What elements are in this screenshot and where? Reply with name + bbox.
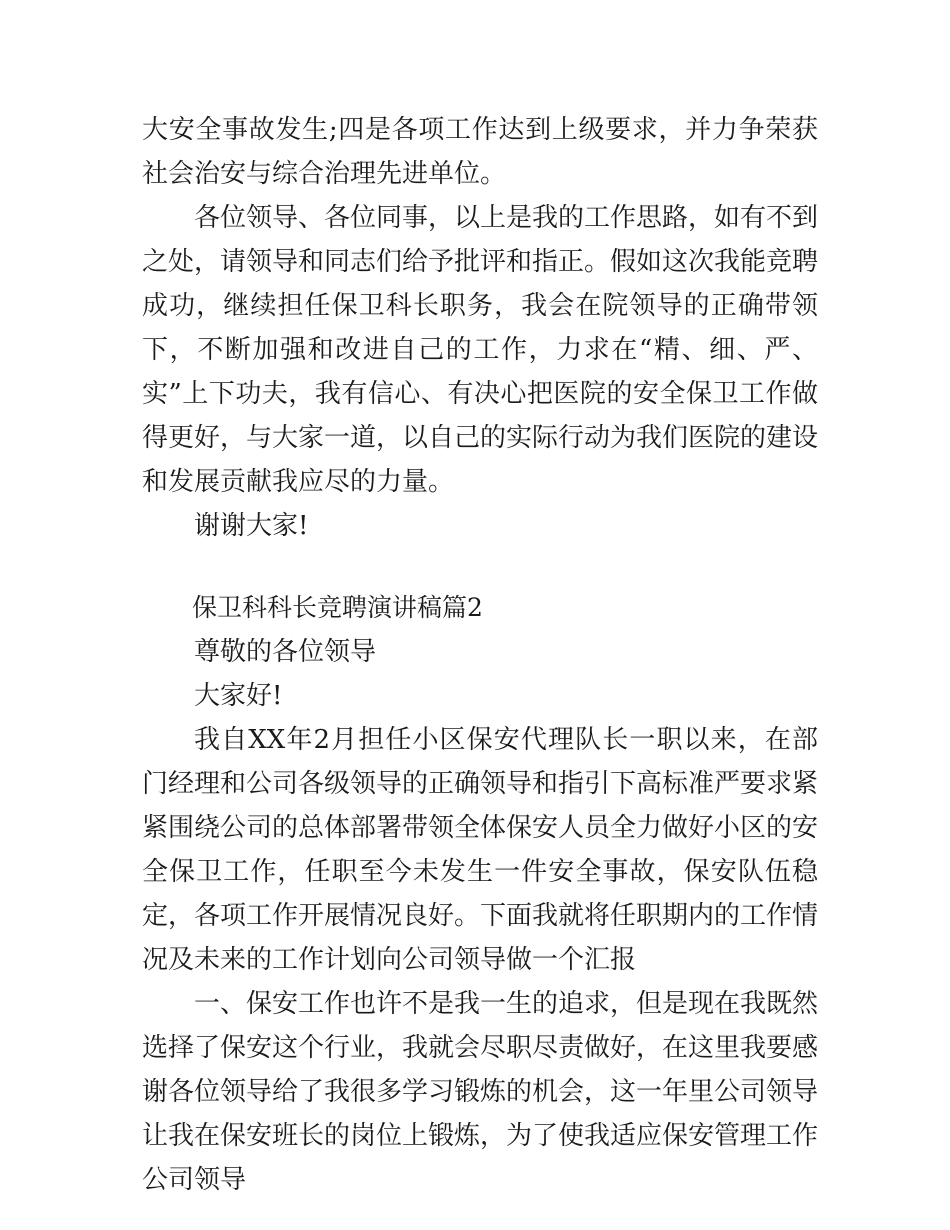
section-spacer bbox=[142, 548, 818, 586]
section-title: 保卫科科长竞聘演讲稿篇2 bbox=[192, 593, 483, 622]
paragraph-thanks: 谢谢大家! bbox=[194, 511, 309, 541]
paragraph-work-summary: 我自XX年2月担任小区保安代理队长一职以来，在部门经理和公司各级领导的正确领导和指引下高标准严要求紧紧围绕公司的总体部署带领全体保安人员全力做好小区的安全保卫工作，任职至今未发生一件安全事故，保安队伍稳定，各项工作开展情况良好。下面我就将任职期内的工作情况及未来的工作计划向公司领导做一个汇报 bbox=[142, 725, 819, 975]
salutation: 尊敬的各位领导 bbox=[194, 637, 377, 667]
greeting: 大家好! bbox=[194, 681, 283, 711]
document-body bbox=[142, 108, 818, 1202]
paragraph-continued: 大安全事故发生;四是各项工作达到上级要求，并力争荣获社会治安与综合治理先进单位。 bbox=[142, 115, 818, 189]
paragraph-point-one: 一、保安工作也许不是我一生的追求，但是现在我既然选择了保安这个行业，我就会尽职尽责做好，在这里我要感谢各位领导给了我很多学习锻炼的机会，这一年里公司领导让我在保安班长的岗位上锻炼，为了使我适应保安管理工作公司领导 bbox=[142, 989, 819, 1195]
paragraph-closing-remarks: 各位领导、各位同事，以上是我的工作思路，如有不到之处，请领导和同志们给予批评和指正。假如这次我能竞聘成功，继续担任保卫科长职务，我会在院领导的正确带领下，不断加强和改进自己的工作，力求在“精、细、严、实”上下功夫，我有信心、有决心把医院的安全保卫工作做得更好，与大家一道，以自己的实际行动为我们医院的建设和发展贡献我应尽的力量。 bbox=[142, 203, 819, 497]
